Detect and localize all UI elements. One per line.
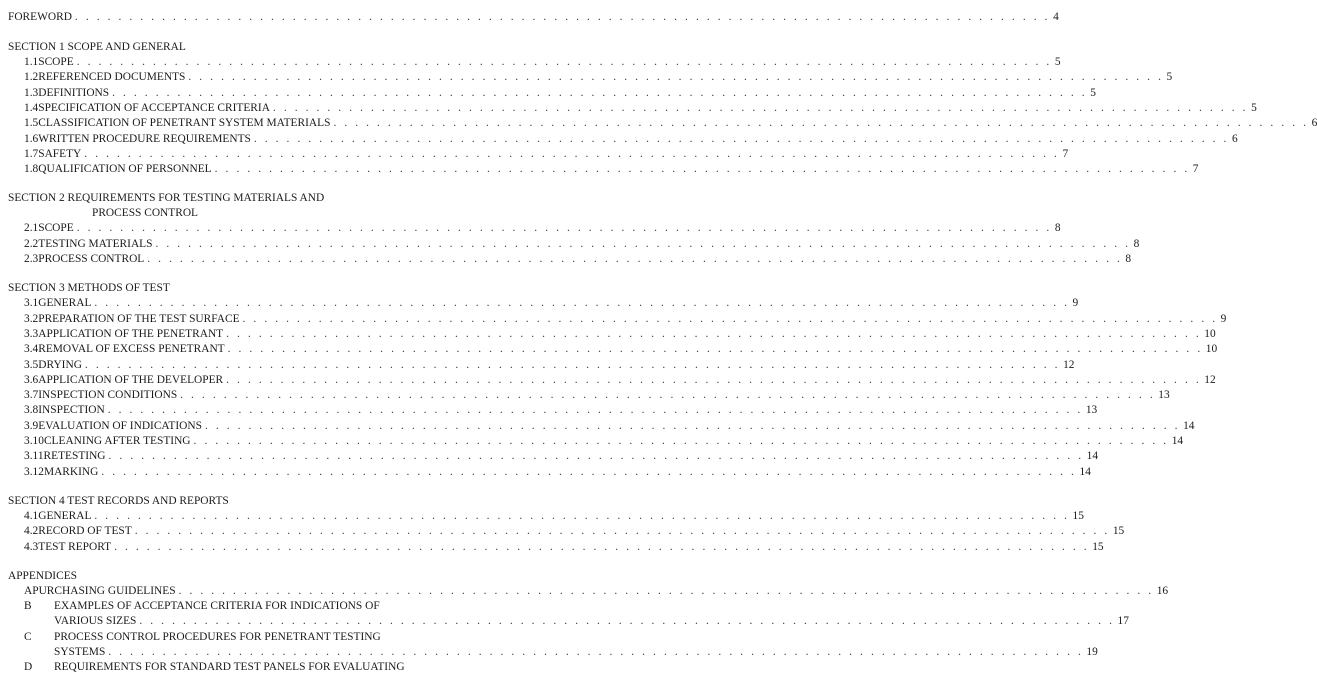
entry-number: 2.1 — [24, 222, 39, 235]
entry-number: 3.10 — [24, 435, 44, 447]
dot-leader: . . . . . . . . . . . . . . . . . . . . . . . . . . . . . . . . . . . . . . . . . . . . . . . . . . . . . . . . . . . . . . . . . . . . . . . . . . . . . . . . . . . . . . . . . . — [101, 465, 1077, 478]
entry-number: 3.4 — [24, 343, 39, 356]
page-number: 12 — [1204, 373, 1216, 386]
page-number: 14 — [1183, 419, 1195, 432]
dot-leader: . . . . . . . . . . . . . . . . . . . . . . . . . . . . . . . . . . . . . . . . . . . . . . . . . . . . . . . . . . . . . . . . . . . . . . . . . . . . . . . . . . . . . . . . . . — [112, 86, 1088, 99]
page-number: 5 — [1054, 56, 1061, 68]
page-number: 12 — [1063, 358, 1075, 371]
toc-entry[interactable] — [24, 660, 468, 674]
entry-number: 3.7 — [24, 389, 39, 402]
toc-entry[interactable] — [24, 86, 1096, 100]
page-number: 14 — [1086, 450, 1099, 463]
dot-leader: . . . . . . . . . . . . . . . . . . . . . . . . . . . . . . . . . . . . . . . . . . . . . . . . . . . . . . . . . . . . . . . . . . . . . . . . . . . . . . . . . . . . . . . . . . — [333, 117, 1309, 130]
entry-number: 3.11 — [24, 450, 44, 463]
section-heading: SECTION 4 TEST RECORDS AND REPORTS — [8, 494, 229, 507]
dot-leader: . . . . . . . . . . . . . . . . . . . . . . . . . . . . . . . . . . . . . . . . . . . . . . . . . . . . . . . . . . . . . . . . . . . . . . . . . . . . . . . . . . . . . . . . . . — [178, 584, 1154, 597]
dot-leader: . . . . . . . . . . . . . . . . . . . . . . . . . . . . . . . . . . . . . . . . . . . . . . . . . . . . . . . . . . . . . . . . . . . . . . . . . . . . . . . . . . . . . . . . . . — [139, 615, 1115, 628]
dot-leader: . . . . . . . . . . . . . . . . . . . . . . . . . . . . . . . . . . . . . . . . . . . . . . . . . . . . . . . . . . . . . . . . . . . . . . . . . . . . . . . . . . . . . . . . . . — [227, 343, 1203, 356]
entry-title: CLEANING AFTER TESTING — [43, 435, 191, 447]
toc-entry[interactable] — [24, 434, 1184, 448]
dot-leader: . . . . . . . . . . . . . . . . . . . . . . . . . . . . . . . . . . . . . . . . . . . . . . . . . . . . . . . . . . . . . . . . . . . . . . . . . . . . . . . . . . . . . . . . . . — [226, 373, 1202, 386]
toc-entry[interactable] — [24, 55, 1061, 69]
entry-title: FOREWORD — [8, 11, 72, 23]
entry-title: DEFINITIONS — [38, 86, 110, 99]
section-heading: PROCESS CONTROL — [92, 207, 199, 220]
dot-leader: . . . . . . . . . . . . . . . . . . . . . . . . . . . . . . . . . . . . . . . . . . . . . . . . . . . . . . . . . . . . . . . . . . . . . . . . . . . . . . . . . . . . . . . . . . — [74, 11, 1051, 23]
entry-number: 1.7 — [24, 147, 39, 160]
page-number: 4 — [1053, 11, 1059, 23]
entry-title: APPLICATION OF THE PENETRANT — [38, 327, 224, 340]
entry-number: 1.2 — [24, 71, 39, 84]
entry-title: PURCHASING GUIDELINES — [32, 584, 176, 597]
dot-leader: . . . . . . . . . . . . . . . . . . . . . . . . . . . . . . . . . . . . . . . . . . . . . . . . . . . . . . . . . . . . . . . . . . . . . . . . . . . . . . . . . . . . . . . . . . — [84, 147, 1060, 160]
dot-leader: . . . . . . . . . . . . . . . . . . . . . . . . . . . . . . . . . . . . . . . . . . . . . . . . . . . . . . . . . . . . . . . . . . . . . . . . . . . . . . . . . . . . . . . . . . — [76, 222, 1052, 235]
entry-title: REMOVAL OF EXCESS PENETRANT — [38, 343, 225, 356]
entry-title: APPLICATION OF THE DEVELOPER — [38, 373, 224, 386]
toc-entry[interactable] — [24, 465, 1091, 479]
dot-leader: . . . . . . . . . . . . . . . . . . . . . . . . . . . . . . . . . . . . . . . . . . . . . . . . . . . . . . . . . . . . . . . . . . . . . . . . . . . . . . . . . . . . . . . . . . — [155, 237, 1131, 250]
entry-number: 1.5 — [24, 117, 39, 130]
entry-number: C — [24, 630, 32, 643]
toc-entry[interactable] — [24, 388, 1170, 402]
dot-leader: . . . . . . . . . . . . . . . . . . . . . . . . . . . . . . . . . . . . . . . . . . . . . . . . . . . . . . . . . . . . . . . . . . . . . . . . . . . . . . . . . . . . . . . . . . — [242, 312, 1218, 325]
toc-entry[interactable] — [24, 540, 1104, 554]
entry-number: 1.4 — [24, 101, 39, 114]
toc-entry[interactable] — [24, 630, 468, 644]
entry-title: REFERENCED DOCUMENTS — [38, 71, 186, 84]
entry-title: TEST REPORT — [38, 540, 112, 553]
entry-number: D — [24, 661, 33, 674]
entry-title: WRITTEN PROCEDURE REQUIREMENTS — [38, 132, 251, 145]
entry-number: 3.5 — [24, 358, 39, 371]
dot-leader: . . . . . . . . . . . . . . . . . . . . . . . . . . . . . . . . . . . . . . . . . . . . . . . . . . . . . . . . . . . . . . . . . . . . . . . . . . . . . . . . . . . . . . . . . . — [214, 163, 1190, 176]
dot-leader: . . . . . . . . . . . . . . . . . . . . . . . . . . . . . . . . . . . . . . . . . . . . . . . . . . . . . . . . . . . . . . . . . . . . . . . . . . . . . . . . . . . . . . . . . . — [94, 509, 1070, 522]
toc-entry[interactable] — [24, 419, 1195, 433]
entry-number: 4.3 — [24, 540, 39, 553]
entry-title: QUALIFICATION OF PERSONNEL — [38, 163, 212, 176]
toc-entry[interactable] — [24, 162, 1199, 176]
entry-title: MARKING — [43, 465, 99, 478]
entry-number: 1.8 — [24, 163, 39, 176]
entry-title: RETESTING — [43, 450, 106, 463]
toc-entry[interactable] — [54, 645, 1098, 659]
toc-entry[interactable] — [24, 342, 1218, 356]
entry-number: 4.2 — [24, 525, 39, 538]
entry-title: VARIOUS SIZES — [54, 615, 137, 628]
toc-entry[interactable] — [24, 252, 1132, 266]
entry-number: 2.2 — [24, 237, 39, 250]
toc-entry[interactable] — [24, 312, 1227, 326]
toc-entry[interactable] — [24, 599, 468, 613]
toc-entry[interactable] — [24, 327, 1216, 341]
entry-number: 1.1 — [24, 56, 39, 68]
page-number: 15 — [1072, 509, 1084, 522]
page-number: 9 — [1220, 312, 1227, 325]
dot-leader: . . . . . . . . . . . . . . . . . . . . . . . . . . . . . . . . . . . . . . . . . . . . . . . . . . . . . . . . . . . . . . . . . . . . . . . . . . . . . . . . . . . . . . . . . . — [108, 450, 1084, 463]
page-number: 9 — [1072, 297, 1079, 310]
entry-title: SYSTEMS — [54, 646, 106, 658]
page-number: 14 — [1171, 435, 1184, 447]
entry-number: 1.6 — [24, 132, 39, 145]
dot-leader: . . . . . . . . . . . . . . . . . . . . . . . . . . . . . . . . . . . . . . . . . . . . . . . . . . . . . . . . . . . . . . . . . . . . . . . . . . . . . . . . . . . . . . . . . . — [188, 71, 1164, 84]
dot-leader: . . . . . . . . . . . . . . . . . . . . . . . . . . . . . . . . . . . . . . . . . . . . . . . . . . . . . . . . . . . . . . . . . . . . . . . . . . . . . . . . . . . . . . . . . . — [107, 404, 1083, 417]
section-heading: SECTION 1 SCOPE AND GENERAL — [8, 41, 186, 53]
toc-entry[interactable] — [24, 509, 1084, 523]
toc-entry[interactable] — [24, 524, 1125, 538]
page-number: 15 — [1112, 525, 1125, 538]
entry-title: SPECIFICATION OF ACCEPTANCE CRITERIA — [38, 101, 270, 114]
entry-number: 1.3 — [24, 86, 39, 99]
entry-number: 3.12 — [24, 465, 44, 478]
entry-title: INSPECTION CONDITIONS — [38, 389, 178, 402]
toc-entry[interactable] — [8, 10, 1059, 24]
entry-number: B — [24, 600, 32, 613]
entry-title: RECORD OF TEST — [38, 525, 132, 538]
entry-number: 3.9 — [24, 419, 39, 432]
page-number: 6 — [1311, 117, 1317, 130]
dot-leader: . . . . . . . . . . . . . . . . . . . . . . . . . . . . . . . . . . . . . . . . . . . . . . . . . . . . . . . . . . . . . . . . . . . . . . . . . . . . . . . . . . . . . . . . . . — [253, 132, 1230, 145]
toc-entry[interactable] — [24, 147, 1069, 161]
toc-entry[interactable] — [24, 70, 1173, 84]
entry-title: TESTING MATERIALS — [38, 237, 153, 250]
entry-number: 3.8 — [24, 404, 39, 417]
entry-title: EXAMPLES OF ACCEPTANCE CRITERIA FOR INDICATIONS OF — [54, 600, 380, 613]
dot-leader: . . . . . . . . . . . . . . . . . . . . . . . . . . . . . . . . . . . . . . . . . . . . . . . . . . . . . . . . . . . . . . . . . . . . . . . . . . . . . . . . . . . . . . . . . . — [193, 435, 1169, 447]
entry-number: 3.6 — [24, 373, 39, 386]
entry-title: DRYING — [38, 358, 82, 371]
toc-entry[interactable] — [24, 132, 1238, 146]
toc-entry[interactable] — [24, 584, 1169, 598]
page-number: 5 — [1090, 86, 1096, 99]
toc-entry[interactable] — [24, 221, 1061, 235]
page-number: 8 — [1125, 253, 1132, 265]
entry-title: SCOPE — [38, 56, 74, 68]
dot-leader: . . . . . . . . . . . . . . . . . . . . . . . . . . . . . . . . . . . . . . . . . . . . . . . . . . . . . . . . . . . . . . . . . . . . . . . . . . . . . . . . . . . . . . . . . . — [76, 56, 1052, 68]
dot-leader: . . . . . . . . . . . . . . . . . . . . . . . . . . . . . . . . . . . . . . . . . . . . . . . . . . . . . . . . . . . . . . . . . . . . . . . . . . . . . . . . . . . . . . . . . . — [204, 419, 1181, 432]
entry-number: 2.3 — [24, 253, 39, 265]
page-number: 6 — [1232, 132, 1238, 145]
page-number: 13 — [1158, 389, 1170, 402]
page-number: 7 — [1062, 147, 1069, 160]
entry-title: SAFETY — [38, 147, 82, 160]
entry-number: 3.1 — [24, 297, 39, 310]
page-number: 5 — [1251, 101, 1257, 114]
toc-entry[interactable] — [24, 403, 1098, 417]
entry-title: PREPARATION OF THE TEST SURFACE — [38, 312, 240, 325]
dot-leader: . . . . . . . . . . . . . . . . . . . . . . . . . . . . . . . . . . . . . . . . . . . . . . . . . . . . . . . . . . . . . . . . . . . . . . . . . . . . . . . . . . . . . . . . . . — [84, 358, 1061, 371]
entry-title: GENERAL — [38, 509, 92, 522]
toc-entry[interactable] — [24, 101, 1257, 115]
entry-title: PROCESS CONTROL — [38, 253, 145, 265]
section-heading: APPENDICES — [8, 569, 77, 582]
dot-leader: . . . . . . . . . . . . . . . . . . . . . . . . . . . . . . . . . . . . . . . . . . . . . . . . . . . . . . . . . . . . . . . . . . . . . . . . . . . . . . . . . . . . . . . . . . — [180, 389, 1156, 402]
page-number: 14 — [1079, 465, 1091, 478]
page-number: 10 — [1205, 343, 1218, 356]
toc-entry[interactable] — [24, 116, 1317, 130]
entry-title: PROCESS CONTROL PROCEDURES FOR PENETRANT TESTING — [54, 630, 381, 643]
page-number: 7 — [1192, 163, 1199, 176]
page-number: 5 — [1166, 71, 1173, 84]
dot-leader: . . . . . . . . . . . . . . . . . . . . . . . . . . . . . . . . . . . . . . . . . . . . . . . . . . . . . . . . . . . . . . . . . . . . . . . . . . . . . . . . . . . . . . . . . . — [94, 297, 1070, 310]
entry-title: INSPECTION — [38, 404, 105, 417]
toc-entry[interactable] — [24, 373, 1216, 387]
toc-entry[interactable] — [24, 358, 1075, 372]
entry-title: GENERAL — [38, 297, 92, 310]
page-number: 15 — [1092, 540, 1104, 553]
toc-entry[interactable] — [24, 449, 1099, 463]
entry-number: 3.3 — [24, 327, 39, 340]
page-number: 19 — [1086, 646, 1098, 658]
dot-leader: . . . . . . . . . . . . . . . . . . . . . . . . . . . . . . . . . . . . . . . . . . . . . . . . . . . . . . . . . . . . . . . . . . . . . . . . . . . . . . . . . . . . . . . . . . — [272, 101, 1249, 114]
entry-title: SCOPE — [38, 222, 74, 235]
page-number: 13 — [1085, 404, 1098, 417]
toc-entry[interactable] — [24, 296, 1079, 310]
section-heading: SECTION 2 REQUIREMENTS FOR TESTING MATERIALS AND — [8, 192, 325, 205]
entry-number: 4.1 — [24, 509, 39, 522]
entry-number: 3.2 — [24, 312, 39, 325]
entry-number: A — [24, 584, 33, 597]
page-number: 16 — [1156, 584, 1169, 597]
entry-title: CLASSIFICATION OF PENETRANT SYSTEM MATERIALS — [38, 117, 331, 130]
dot-leader: . . . . . . . . . . . . . . . . . . . . . . . . . . . . . . . . . . . . . . . . . . . . . . . . . . . . . . . . . . . . . . . . . . . . . . . . . . . . . . . . . . . . . . . . . . — [134, 525, 1110, 538]
dot-leader: . . . . . . . . . . . . . . . . . . . . . . . . . . . . . . . . . . . . . . . . . . . . . . . . . . . . . . . . . . . . . . . . . . . . . . . . . . . . . . . . . . . . . . . . . . — [108, 646, 1084, 658]
dot-leader: . . . . . . . . . . . . . . . . . . . . . . . . . . . . . . . . . . . . . . . . . . . . . . . . . . . . . . . . . . . . . . . . . . . . . . . . . . . . . . . . . . . . . . . . . . — [226, 327, 1202, 340]
entry-title: EVALUATION OF INDICATIONS — [38, 419, 202, 432]
dot-leader: . . . . . . . . . . . . . . . . . . . . . . . . . . . . . . . . . . . . . . . . . . . . . . . . . . . . . . . . . . . . . . . . . . . . . . . . . . . . . . . . . . . . . . . . . . — [114, 540, 1090, 553]
section-heading: SECTION 3 METHODS OF TEST — [8, 282, 170, 295]
page-number: 8 — [1054, 222, 1061, 235]
toc-entry[interactable] — [24, 237, 1140, 251]
page-number: 8 — [1133, 237, 1140, 250]
entry-title: REQUIREMENTS FOR STANDARD TEST PANELS FOR EVALUATING — [54, 661, 405, 674]
toc-entry[interactable] — [54, 614, 1129, 628]
page-number: 10 — [1204, 327, 1216, 340]
dot-leader: . . . . . . . . . . . . . . . . . . . . . . . . . . . . . . . . . . . . . . . . . . . . . . . . . . . . . . . . . . . . . . . . . . . . . . . . . . . . . . . . . . . . . . . . . . — [147, 253, 1123, 265]
page-number: 17 — [1117, 615, 1129, 628]
